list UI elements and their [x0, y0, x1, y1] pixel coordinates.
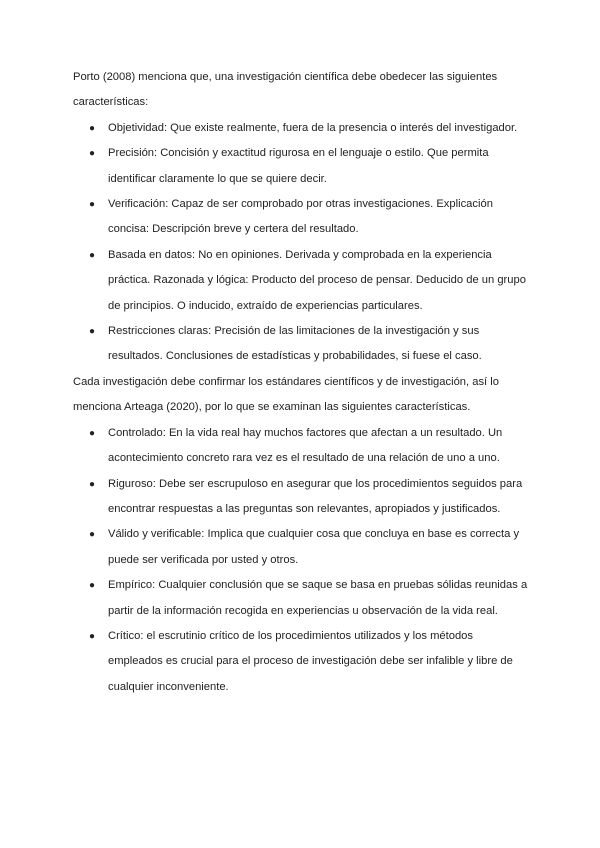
list-item-text: Empírico: Cualquier conclusión que se saque se basa en pruebas sólidas reunidas a partir de la información recogida en experiencias u observación de la vida real.: [108, 579, 528, 617]
list-item: [73, 192, 529, 243]
list-item-text: Controlado: En la vida real hay muchos factores que afectan a un resultado. Un acontecimiento concreto rara vez es el resultado de una relación de uno a uno.: [108, 426, 503, 465]
characteristics-list-1: [73, 116, 529, 370]
bullet-icon: ●: [89, 199, 96, 211]
list-item: [73, 573, 529, 624]
list-item-text: Verificación: Capaz de ser comprobado por otras investigaciones. Explicación concisa: Descripción breve y certera del resultado.: [108, 198, 493, 236]
bullet-icon: ●: [89, 580, 96, 592]
list-item-text: Riguroso: Debe ser escrupuloso en asegurar que los procedimientos seguidos para encontrar respuestas a las preguntas son relevantes, apropiados y justificados.: [108, 477, 523, 515]
list-item: [73, 319, 529, 370]
list-item: [73, 116, 529, 141]
list-item-text: Restricciones claras: Precisión de las limitaciones de la investigación y sus resultados. Conclusiones de estadísticas y probabilidades, si fuese el caso.: [108, 325, 482, 363]
bullet-icon: ●: [89, 122, 96, 134]
list-item-text: Basada en datos: No en opiniones. Derivada y comprobada en la experiencia práctica. Razonada y lógica: Producto del proceso de pensar. Deducido de un grupo de principios. O inducido, extraído de experiencias particulares.: [108, 248, 526, 312]
document-body: [73, 65, 529, 700]
bullet-icon: ●: [89, 529, 96, 541]
list-item: [73, 141, 529, 192]
bullet-icon: ●: [89, 427, 96, 439]
characteristics-list-2: [73, 421, 529, 700]
bullet-icon: ●: [89, 478, 96, 490]
list-item: [73, 522, 529, 573]
bullet-icon: ●: [89, 630, 96, 642]
list-item: [73, 243, 529, 319]
list-item: [73, 472, 529, 523]
bullet-icon: ●: [89, 148, 96, 160]
list-item-text: Válido y verificable: Implica que cualquier cosa que concluya en base es correcta y puede ser verificada por usted y otros.: [108, 528, 520, 566]
list-item: [73, 624, 529, 700]
list-item-text: Precisión: Concisión y exactitud rigurosa en el lenguaje o estilo. Que permita identificar claramente lo que se quiere decir.: [108, 147, 489, 185]
list-item-text: Objetividad: Que existe realmente, fuera de la presencia o interés del investigador.: [108, 121, 518, 134]
list-item-text: Crítico: el escrutinio crítico de los procedimientos utilizados y los métodos empleados es crucial para el proceso de investigación debe ser infalible y libre de cualquier inconveniente.: [108, 629, 513, 693]
bullet-icon: ●: [89, 326, 96, 338]
bullet-icon: ●: [89, 249, 96, 261]
second-paragraph: Cada investigación debe confirmar los estándares científicos y de investigación, así lo menciona Arteaga (2020), por lo que se examinan las siguientes características.: [73, 375, 499, 414]
intro-paragraph: Porto (2008) menciona que, una investigación científica debe obedecer las siguientes características:: [73, 71, 498, 109]
list-item: [73, 421, 529, 472]
